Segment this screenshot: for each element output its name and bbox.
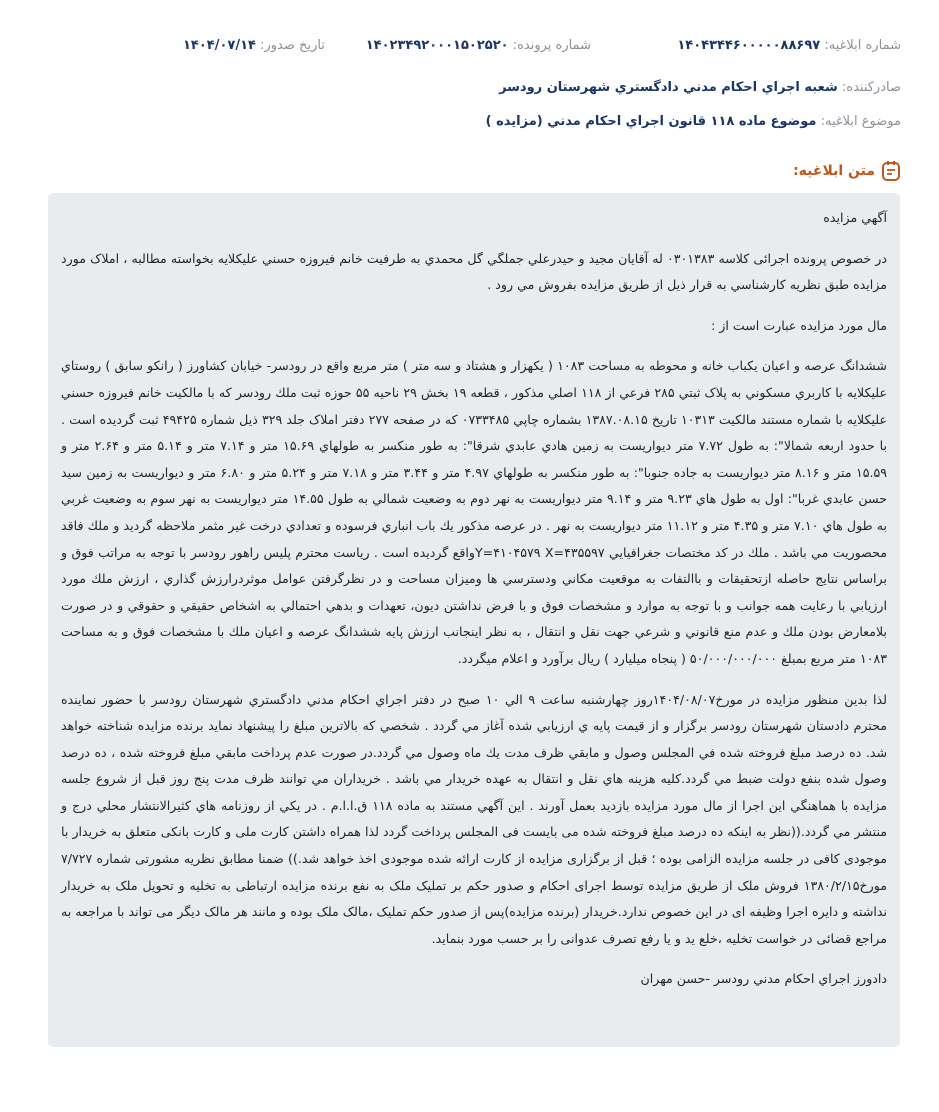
- paragraph-property-description: ششدانگ عرصه و اعيان يکباب خانه و محوطه به مساحت ۱۰۸۳ ( يکهزار و هشتاد و سه متر ) متر مربع واقع در رودسر- خيابان کشاورز ( رانکو سابق ) روستاي عليکلايه با کاربري مسکوني به پلاک ثبتي ۲۸۵ فرعي از ۱۱۸ اصلي مذکور ، قطعه ۱۹ بخش ۲۹ ناحيه ۵۵ حوزه ثبت ملك رودسر که با مالکيت خانم فيروزه حسني عليکلايه با شماره مستند مالکيت ۱۰۳۱۳ تاريخ ۱۳۸۷.۰۸.۱۵ بشماره چاپي ۰۷۳۳۴۸۵ که در صفحه ۲۷۷ دفتر املاک جلد ۳۲۹ ذيل شماره ۴۹۴۲۵ ثبت گرديده است . با حدود اربعه شمالا": به طول ۷.۷۲ متر ديواريست به زمين هادي عابدي شرقا": به طور منکسر به طولهاي ۱۵.۶۹ متر و ۷.۱۴ متر و ۵.۱۴ متر و ۲.۶۴ متر و ۱۵.۵۹ متر و ۸.۱۶ متر ديواريست به جاده جنوبا": به طور منکسر به طولهاي ۴.۹۷ متر و ۳.۴۴ متر و ۷.۱۸ متر و ۵.۲۴ متر و ۶.۸۰ متر و ديواريست به زمين سيد حسن عابدي غربا": اول به طول هاي ۹.۲۳ متر و ۹.۱۴ متر ديواريست به نهر دوم به وضعيت شمالي به طول ۱۴.۵۵ متر ديواريست به نهر سوم به وضعيت غربي به طول هاي ۷.۱۰ متر و ۴.۳۵ متر و ۱۱.۱۲ متر ديواريست به نهر . در عرصه مذکور يك باب انباري فرسوده و تعدادي درخت غير مثمر ملاحظه گرديد و ملك فاقد محصوريت مي باشد . ملك در کد مختصات جغرافيايي Y=۴۱۰۴۵۷۹ X=۴۳۵۵۹۷واقع گرديده است . رياست محترم پليس راهور رودسر با توجه به مراتب فوق و براساس نتايج حاصله ازتحقيقات و باالتفات به موقعيت مکاني ودسترسي ها وميزان مساحت و در نظرگرفتن عوامل موثردرارزش گذاري ، ارزش ملك مورد ارزيابي با رعايت همه جوانب و با توجه به موارد و مشخصات فوق و با فرض نداشتن ديون، تعهدات و بدهي احتمالي به اشخاص حقيقي و حقوقي و در صورت بلامعارض بودن ملك و عدم منع قانوني و شرعي جهت نقل و انتقال ، به نظر اينجانب ارزش پايه ششدانگ عرصه و اعيان ملك با مشخصات فوق و به مساحت ۱۰۸۳ متر مربع بمبلغ ۵۰/۰۰۰/۰۰۰/۰۰۰ ( پنجاه ميليارد ) ريال برآورد و اعلام ميگردد.: [61, 358, 888, 666]
- issuer-label: صادرکننده:: [841, 80, 901, 95]
- paragraph-auction-terms: لذا بدين منظور مزايده در مورخ۱۴۰۴/۰۸/۰۷روز چهارشنبه ساعت ۹ الي ۱۰ صبح در دفتر اجراي احکام مدني دادگستري شهرستان رودسر با حضور نماينده محترم دادستان شهرستان رودسر برگزار و از قيمت پايه ي ارزيابي شده آغاز مي گردد . شخصي که بالاترين مبلغ را پيشنهاد نمايد برنده مزايده شناخته خواهد شد. ده درصد مبلغ فروخته شده في المجلس وصول و مابقي ظرف مدت يك ماه وصول مي گردد.در صورت عدم پرداخت مابقي مبلغ فروخته شده ، ده درصد وصول شده بنفع دولت ضبط مي گردد.کليه هزينه هاي نقل و انتقال به عهده خريدار مي باشد . خريداران مي توانند ظرف مدت پنج روز قبل از شروع جلسه مزايده با هماهنگي اين اجرا از مال مورد مزايده بازديد بعمل آورند . اين آگهي مستند به ماده ۱۱۸ ق.ا.ا.م . در يکي از روزنامه هاي کثيرالانتشار محلي درج و منتشر مي گردد.((نظر به اینکه ده درصد مبلغ فروخته شده می بایست فی المجلس پرداخت گردد لذا همراه داشتن کارت ملی و کارت بانکی متعلق به خریدار با موجودی کافی در جلسه مزایده الزامی بوده ؛ قبل از برگزاری مزایده از کارت ارائه شده موجودی اخذ خواهد شد.)) ضمنا مطابق نظریه مشورتی شماره ۷/۷۲۷ مورخ۱۳۸۰/۲/۱۵ فروش ملک از طریق مزایده توسط اجرای احکام و صدور حکم بر تملیک ملک به نفع برنده مزایده ارتباطی به تخلیه و تحویل ملک به خریدار نداشته و دایره اجرا وظیفه ای در این خصوص ندارد.خریدار (برنده مزایده)پس از صدور حکم تملیک ،مالک ملک بوده و مانند هر مالک دیگر می تواند با مراجعه به مراجع قضائی در خواست تخلیه ،خلع ید و یا رفع تصرف عدوانی را بر حسب مورد بنماید.: [61, 691, 887, 946]
- notice-body: [48, 193, 900, 1047]
- issue-date: [183, 38, 325, 53]
- notice-number-label: شماره ابلاغیه:: [824, 37, 901, 53]
- body-heading: [793, 160, 901, 182]
- issuer-value: شعبه اجراي احکام مدني دادگستري شهرستان رودسر: [499, 80, 838, 95]
- notice-title: آگهي مزايده: [823, 210, 887, 225]
- notice-number: [677, 38, 901, 53]
- subject-value: موضوع ماده ۱۱۸ قانون اجراي احکام مدني (مزايده ): [485, 114, 817, 129]
- body-heading-text: متن ابلاغیه:: [793, 163, 875, 179]
- paragraph-property-intro: مال مورد مزايده عبارت است از :: [711, 317, 887, 333]
- notice-number-value: ۱۴۰۴۳۴۴۶۰۰۰۰۰۸۸۶۹۷: [677, 37, 821, 53]
- subject-label: موضوع ابلاغیه:: [820, 114, 901, 129]
- issue-date-value: ۱۴۰۴/۰۷/۱۴: [183, 37, 256, 53]
- case-number-value: ۱۴۰۲۳۴۹۲۰۰۰۱۵۰۲۵۲۰: [365, 37, 509, 53]
- case-number: [366, 38, 591, 53]
- issue-date-label: تاریخ صدور:: [260, 37, 325, 53]
- case-number-label: شماره پرونده:: [512, 37, 591, 53]
- issuer-row: [40, 80, 901, 95]
- signature: دادورز اجراي احکام مدني رودسر -حسن مهران: [640, 971, 887, 987]
- paragraph-case: در خصوص پرونده اجرائی کلاسه ۰۳۰۱۳۸۳ له آقايان مجيد و حيدرعلي جملگي گل محمدي به طرفيت خانم فيروزه حسني عليکلايه بخواسته مطالبه ، املاک مورد مزايده طبق نظريه کارشناسي به قرار ذيل از طريق مزايده بفروش مي رود .: [61, 250, 887, 293]
- notepad-icon: [881, 160, 901, 182]
- subject-row: [40, 114, 901, 129]
